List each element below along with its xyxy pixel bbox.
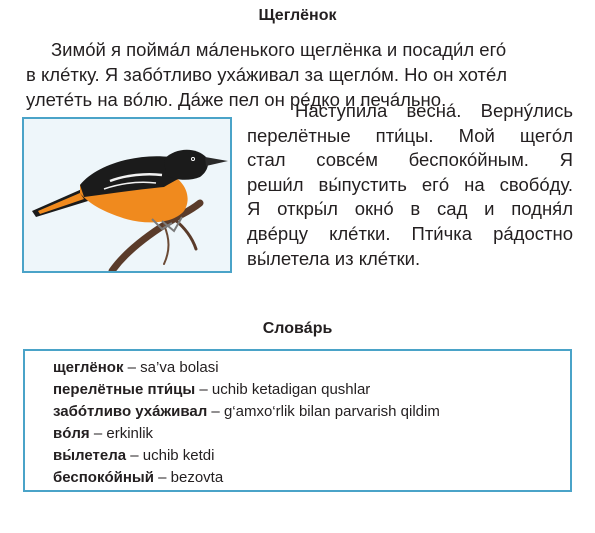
dictionary-term: вы́летела: [53, 447, 127, 464]
dictionary-entry: [53, 401, 440, 423]
paragraph-line: стал совсéм беспокóйным. Я: [247, 149, 573, 171]
dictionary-separator: –: [207, 403, 224, 420]
dictionary-entry: [53, 445, 440, 467]
dictionary-box: [23, 349, 572, 492]
dictionary-term: вóля: [53, 425, 90, 442]
dictionary-entry: [53, 379, 440, 401]
paragraph-line: в клéтку. Я забóтливо ухáживал за щеглóм. Но он хотéл: [26, 64, 508, 85]
dictionary-term: беспокóйный: [53, 469, 154, 486]
dictionary-separator: –: [195, 381, 212, 398]
dictionary-entry: [53, 467, 440, 489]
dictionary-translation: erkinlik: [106, 425, 154, 442]
story-paragraph-2: [247, 99, 573, 271]
bird-on-branch-image: [24, 119, 230, 271]
dictionary-translation: uchib ketadigan qushlar: [211, 381, 371, 398]
paragraph-line: Я откры́л oкнó в сад и подня́л: [247, 198, 573, 220]
dictionary-translation: uchib ketdi: [142, 447, 215, 464]
dictionary-separator: –: [126, 447, 143, 464]
dictionary-entry: [53, 357, 440, 379]
paragraph-line: вы́летела из клéтки.: [247, 247, 421, 269]
dictionary-separator: –: [89, 425, 107, 442]
dictionary-term: перелётные пти́цы: [53, 381, 196, 398]
dictionary-list: [53, 357, 440, 489]
dictionary-entry: [53, 423, 440, 445]
paragraph-line: улетéть на вóлю. Дáже пел он рéдко и печáльно.: [26, 89, 447, 110]
paragraph-line: Зимо́й я пойма́л ма́ленького щеглёнка и посади́л его́: [51, 39, 507, 60]
dictionary-term: щеглёнок: [53, 359, 124, 376]
dictionary-separator: –: [153, 469, 171, 486]
dictionary-translation: sa’va bolasi: [140, 359, 219, 376]
paragraph-line: перелётные пти́цы. Мой щегóл: [247, 124, 573, 146]
dictionary-title: Словáрь: [262, 320, 333, 337]
dictionary-separator: –: [123, 359, 141, 376]
dictionary-translation: g‘amxo‘rlik bilan parvarish qildim: [223, 403, 440, 420]
story-title: Щеглёнок: [258, 7, 337, 24]
paragraph-line: двéрцу клéтки. Пти́чка рáдостно: [247, 222, 573, 244]
bird-illustration: [22, 117, 232, 273]
paragraph-line: Наступи́ла веснá. Вернýлись: [295, 100, 573, 121]
dictionary-term: забóтливо ухáживал: [53, 403, 208, 420]
paragraph-line: реши́л вы́пустить егó на свобóду.: [247, 173, 573, 195]
dictionary-translation: bezovta: [170, 469, 224, 486]
